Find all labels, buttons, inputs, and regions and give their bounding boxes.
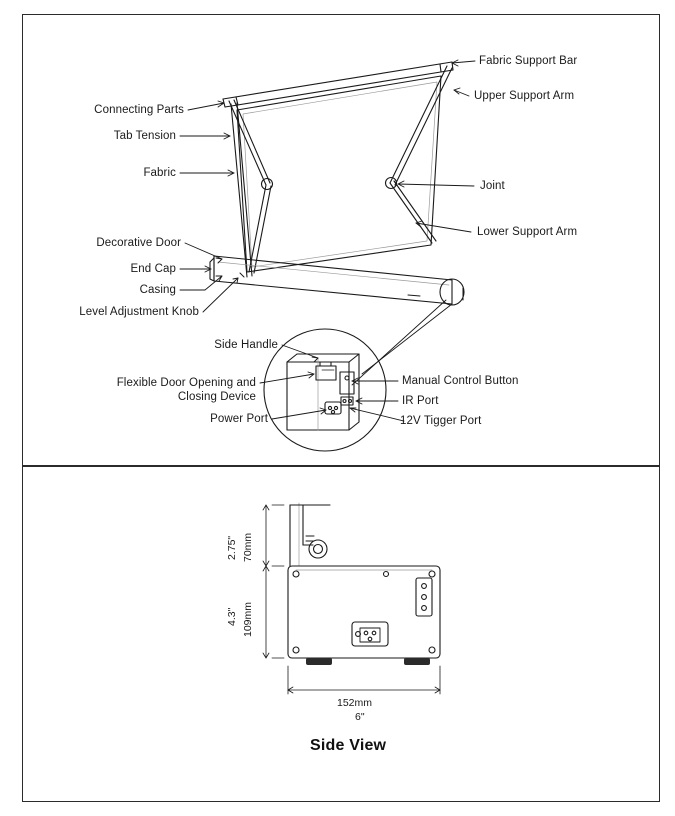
label-connecting-parts: Connecting Parts [94, 104, 184, 116]
label-flexible-door-device: Flexible Door Opening and Closing Device [116, 377, 256, 403]
label-ir-port: IR Port [402, 395, 439, 407]
label-lower-support-arm: Lower Support Arm [477, 226, 578, 238]
label-end-cap: End Cap [130, 263, 176, 275]
dim-height-upper-mm: 70mm [242, 532, 254, 562]
label-fabric: Fabric [143, 167, 176, 179]
label-manual-control-button: Manual Control Button [402, 375, 519, 387]
dim-width-mm: 152mm [337, 697, 373, 709]
label-tab-tension: Tab Tension [113, 130, 176, 142]
label-trigger-port: 12V Tigger Port [400, 415, 482, 427]
label-decorative-door: Decorative Door [96, 237, 181, 249]
label-level-adjustment-knob: Level Adjustment Knob [79, 306, 199, 318]
label-casing: Casing [139, 284, 176, 296]
label-upper-support-arm: Upper Support Arm [474, 90, 575, 102]
side-view-title: Side View [310, 737, 387, 754]
label-joint: Joint [480, 180, 505, 192]
label-power-port: Power Port [210, 413, 268, 425]
dim-width-inch: 6" [355, 711, 365, 723]
dim-height-upper-inch: 2.75" [226, 535, 238, 560]
label-fabric-support-bar: Fabric Support Bar [479, 55, 578, 67]
dim-height-lower-mm: 109mm [242, 601, 254, 637]
label-side-handle: Side Handle [214, 339, 278, 351]
dim-height-lower-inch: 4.3" [226, 607, 238, 626]
